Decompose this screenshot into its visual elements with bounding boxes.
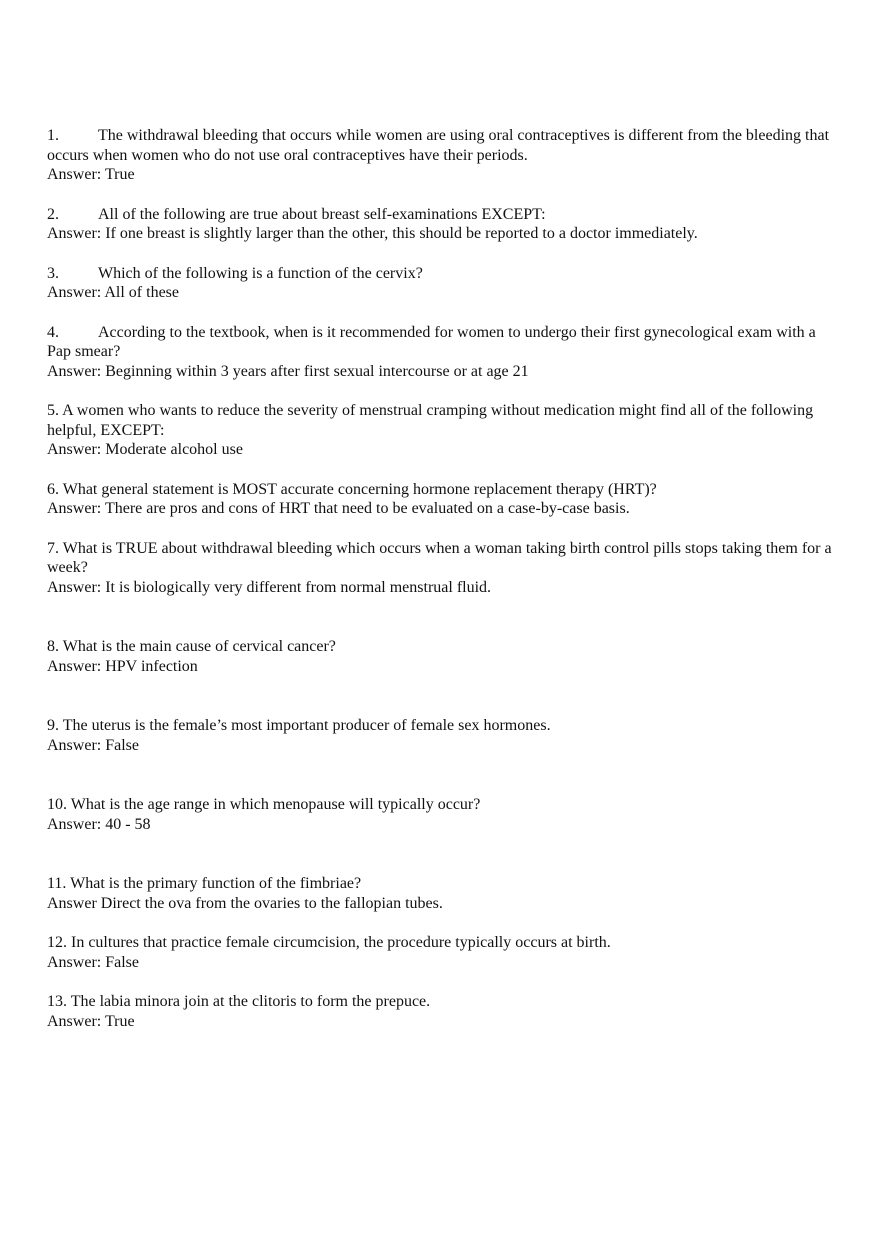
- question-text: [47, 539, 837, 578]
- answer-text: It is biologically very different from normal menstrual fluid.: [105, 578, 492, 596]
- question-body: All of the following are true about breast self-examinations EXCEPT:: [98, 205, 546, 223]
- question-number: 9.: [47, 717, 59, 734]
- question-body: The uterus is the female’s most important producer of female sex hormones.: [62, 717, 551, 734]
- question-number: 7.: [47, 539, 59, 557]
- question-number: 12.: [47, 934, 67, 951]
- question-number: 11.: [47, 875, 67, 892]
- answer-text: If one breast is slightly larger than the other, this should be reported to a doctor immediately.: [105, 225, 698, 242]
- question-number: 5.: [47, 402, 59, 419]
- question-item-2: [47, 205, 837, 244]
- answer-line: [47, 362, 837, 382]
- question-body: In cultures that practice female circumcision, the procedure typically occurs at birth.: [71, 934, 611, 951]
- answer-text: False: [105, 953, 139, 971]
- question-item-11: [47, 874, 837, 913]
- answer-text: True: [104, 166, 135, 183]
- answer-text: Beginning within 3 years after first sexual intercourse or at age 21: [105, 362, 529, 380]
- answer-label: Answer:: [47, 1012, 102, 1030]
- question-number: 6.: [47, 480, 59, 498]
- question-item-9: [47, 716, 837, 755]
- question-item-4: [47, 323, 837, 382]
- question-body: What is the age range in which menopause will typically occur?: [70, 796, 481, 813]
- question-item-3: [47, 264, 837, 303]
- answer-line: [47, 815, 837, 835]
- question-text: [47, 480, 837, 500]
- question-text: [47, 992, 837, 1012]
- question-item-1: [47, 126, 837, 185]
- question-number: 13.: [47, 993, 67, 1010]
- answer-label: Answer:: [47, 284, 102, 301]
- question-body: A women who wants to reduce the severity of menstrual cramping without medication might find all of the following helpful, EXCEPT:: [47, 402, 814, 439]
- answer-label: Answer: [47, 894, 97, 912]
- answer-text: False: [105, 736, 139, 754]
- question-number: 3.: [47, 264, 59, 282]
- question-body: What general statement is MOST accurate concerning hormone replacement therapy (HRT)?: [62, 480, 657, 498]
- question-item-10: [47, 795, 837, 834]
- answer-label: Answer:: [47, 166, 102, 183]
- question-body: What is the main cause of cervical cancer?: [62, 638, 336, 655]
- answer-text: Moderate alcohol use: [105, 441, 243, 458]
- answer-text: All of these: [104, 284, 179, 301]
- question-text: [47, 323, 837, 362]
- answer-line: [47, 578, 837, 598]
- answer-text: True: [104, 1012, 135, 1030]
- answer-label: Answer:: [47, 225, 102, 242]
- question-body: What is TRUE about withdrawal bleeding which occurs when a woman taking birth control pills stops taking them for a week?: [47, 539, 832, 576]
- question-body: What is the primary function of the fimbriae?: [70, 875, 362, 892]
- answer-text: 40 - 58: [105, 815, 151, 833]
- question-body: According to the textbook, when is it recommended for women to undergo their first gynecological exam with a Pap smear?: [47, 323, 816, 360]
- answer-label: Answer:: [47, 441, 102, 458]
- question-text: [47, 401, 837, 440]
- answer-label: Answer:: [47, 815, 102, 833]
- answer-text: There are pros and cons of HRT that need to be evaluated on a case-by-case basis.: [104, 500, 630, 517]
- answer-line: [47, 283, 837, 303]
- answer-line: [47, 657, 837, 677]
- question-body: Which of the following is a function of the cervix?: [98, 264, 423, 282]
- answer-label: Answer:: [47, 736, 102, 754]
- question-number: 10.: [47, 796, 67, 813]
- question-item-8: [47, 637, 837, 676]
- question-text: [47, 795, 837, 815]
- question-body: The withdrawal bleeding that occurs while women are using oral contraceptives is different from the bleeding that occurs when women who do not use oral contraceptives have their periods.: [47, 127, 830, 164]
- question-text: [47, 264, 837, 284]
- answer-line: [47, 224, 837, 244]
- question-text: [47, 933, 837, 953]
- question-text: [47, 637, 837, 657]
- answer-line: [47, 440, 837, 460]
- question-number: 2.: [47, 205, 59, 223]
- question-text: [47, 716, 837, 736]
- question-number: 8.: [47, 638, 59, 655]
- answer-label: Answer:: [47, 578, 102, 596]
- answer-line: [47, 499, 837, 519]
- answer-label: Answer:: [47, 362, 102, 380]
- answer-text: Direct the ova from the ovaries to the fallopian tubes.: [100, 894, 443, 912]
- question-number: 4.: [47, 323, 59, 341]
- answer-line: [47, 1012, 837, 1032]
- question-item-6: [47, 480, 837, 519]
- answer-line: [47, 894, 837, 914]
- document-body: [47, 126, 837, 1031]
- question-number: 1.: [47, 127, 59, 144]
- question-item-13: [47, 992, 837, 1031]
- question-text: [47, 874, 837, 894]
- question-text: [47, 205, 837, 225]
- question-item-7: [47, 539, 837, 598]
- answer-label: Answer:: [47, 500, 102, 517]
- answer-label: Answer:: [47, 657, 102, 675]
- answer-label: Answer:: [47, 953, 102, 971]
- answer-text: HPV infection: [105, 657, 198, 675]
- question-body: The labia minora join at the clitoris to form the prepuce.: [70, 993, 431, 1010]
- answer-line: [47, 165, 837, 185]
- question-item-12: [47, 933, 837, 972]
- answer-line: [47, 736, 837, 756]
- question-item-5: [47, 401, 837, 460]
- question-text: [47, 126, 837, 165]
- answer-line: [47, 953, 837, 973]
